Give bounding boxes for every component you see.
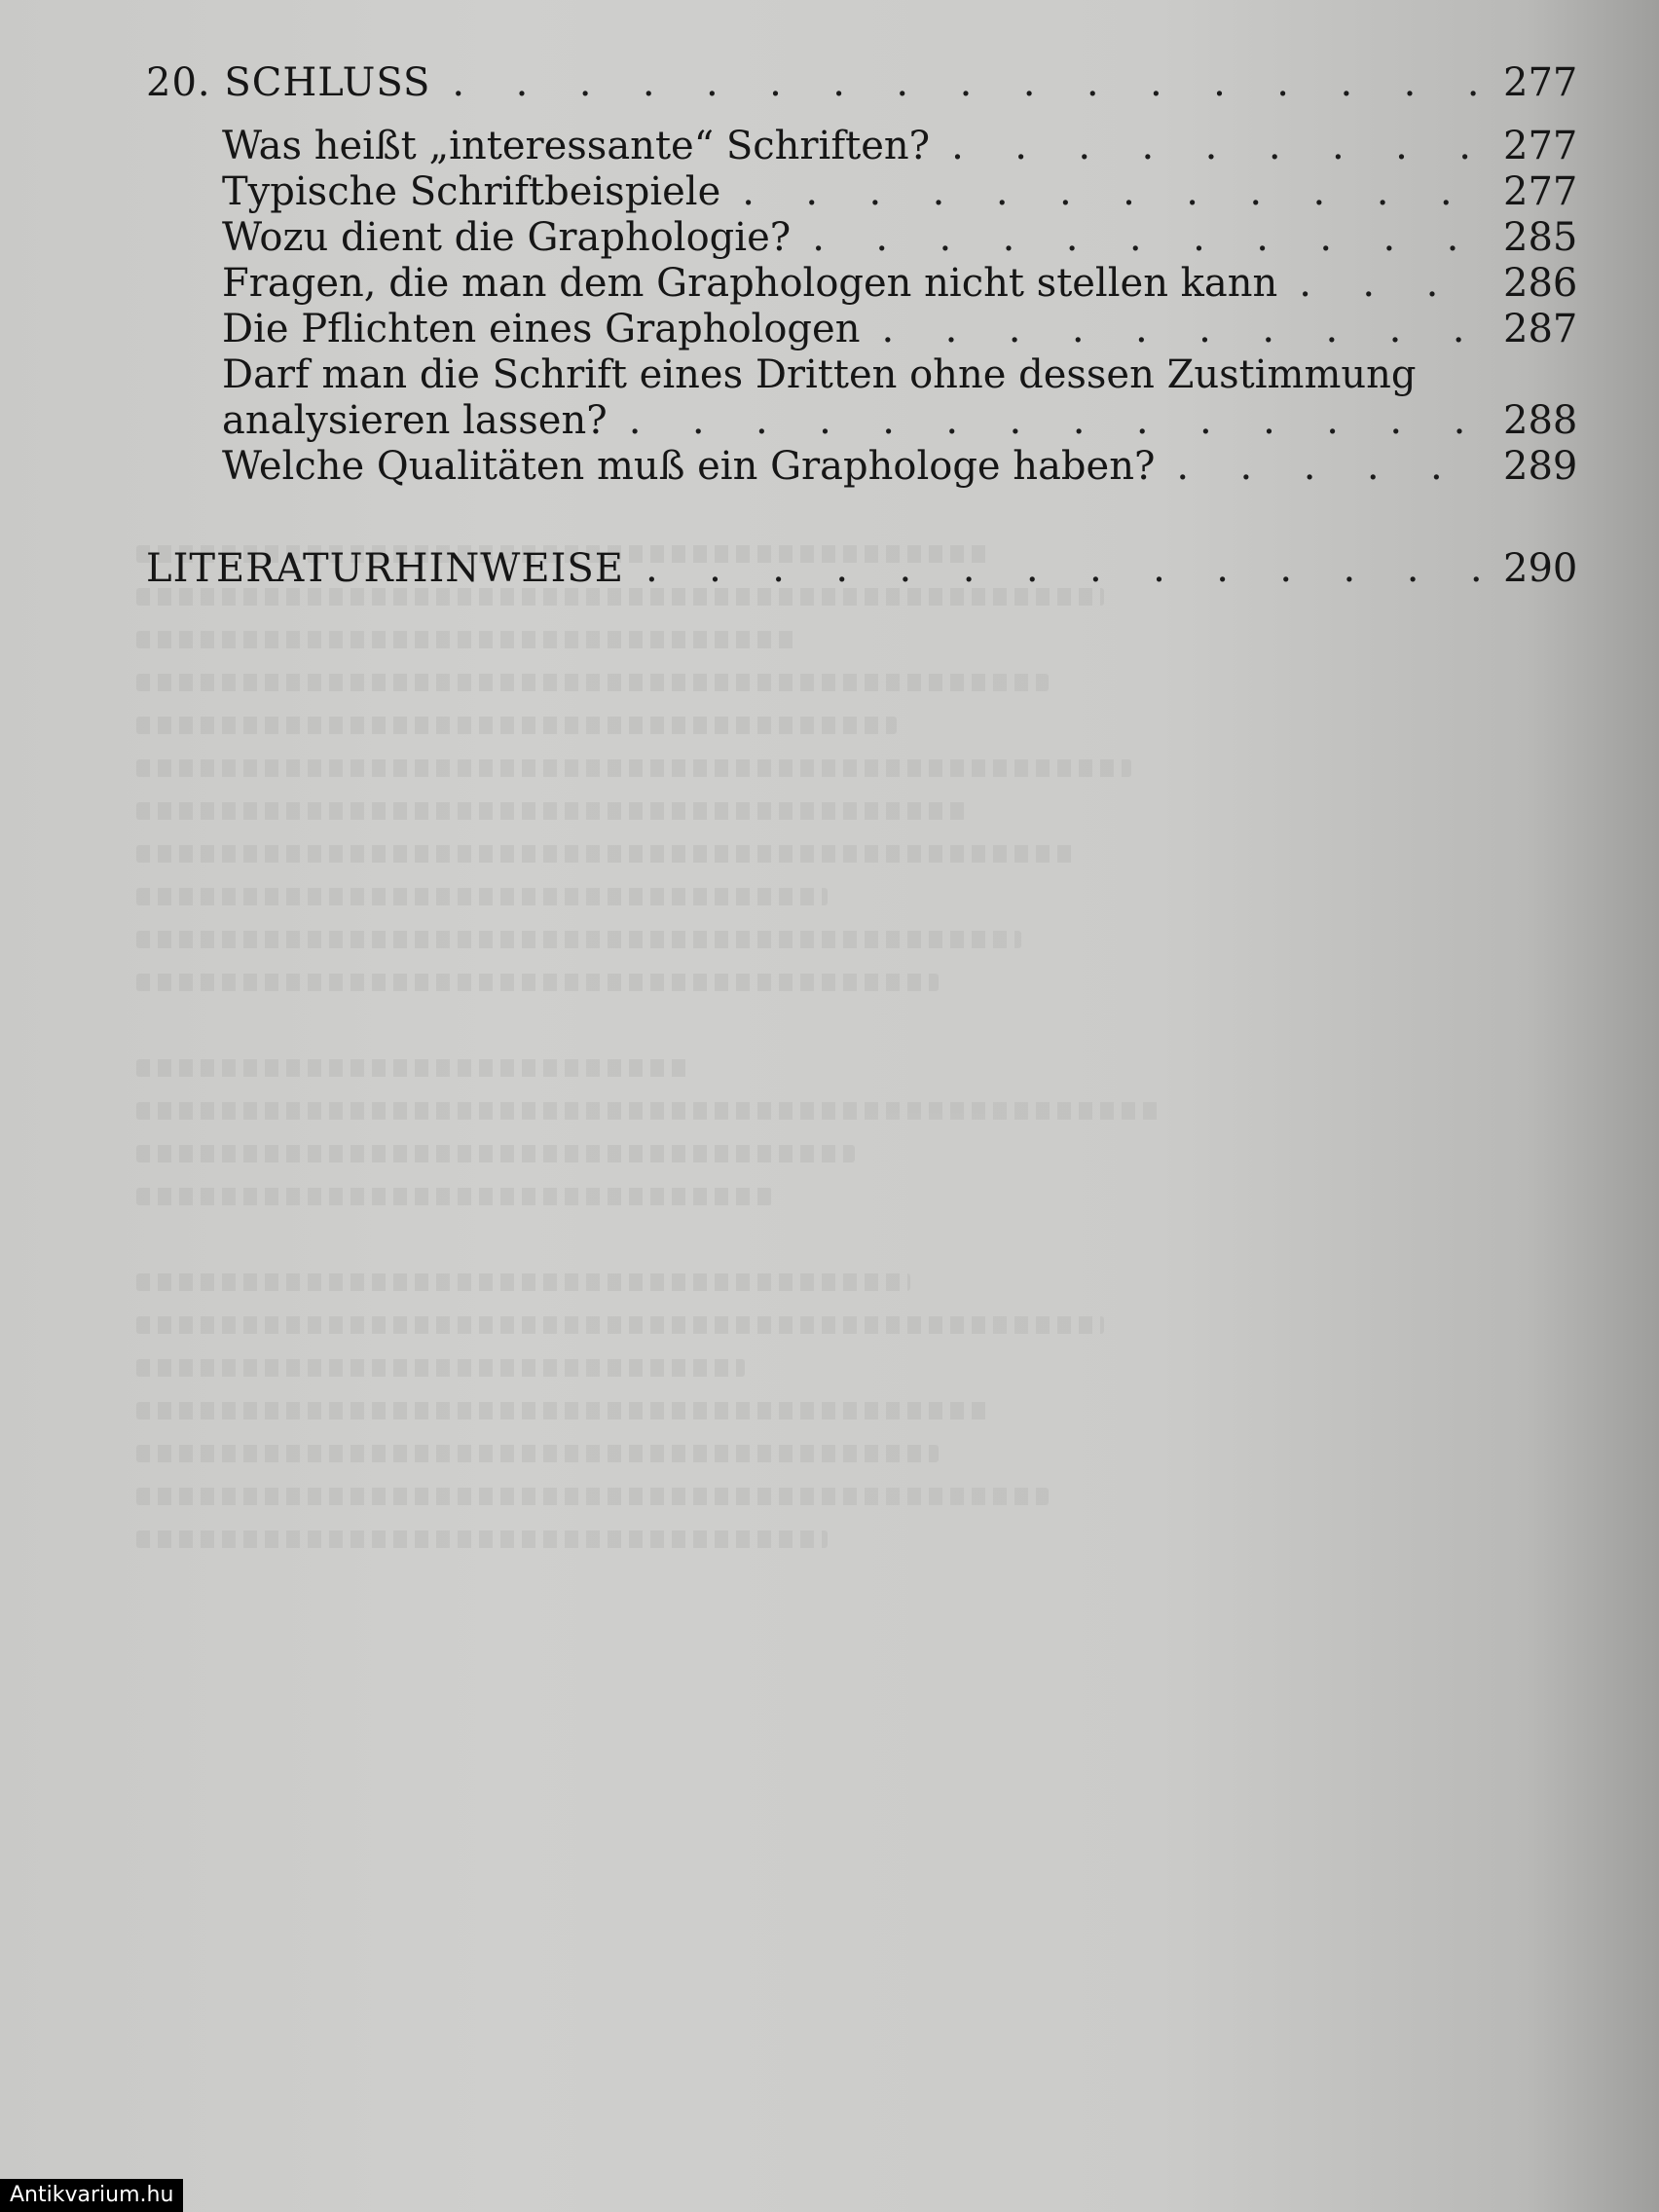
chapter-page-number: 277 <box>1503 60 1578 105</box>
toc-entry-title: Was heißt „interessante“ Schriften? <box>222 124 931 168</box>
toc-entry-page: 277 <box>1503 169 1578 214</box>
dot-leader <box>452 60 1490 106</box>
toc-entry <box>146 169 1578 215</box>
literatur-title: LITERATURHINWEISE <box>146 546 624 591</box>
dot-leader <box>951 124 1490 169</box>
chapter-title: SCHLUSS <box>224 60 431 105</box>
dot-leader <box>1176 444 1490 490</box>
dot-leader <box>1299 261 1490 307</box>
toc-entry-title-line-2: analysieren lassen? <box>222 398 608 443</box>
toc-entry <box>146 444 1578 490</box>
dot-leader <box>645 546 1490 592</box>
dot-leader <box>881 307 1490 352</box>
toc-chapter-20 <box>146 60 1578 106</box>
toc-entry-page: 286 <box>1503 261 1578 306</box>
dot-leader <box>812 215 1490 261</box>
toc-entry-page: 287 <box>1503 307 1578 351</box>
toc-entry-title: Wozu dient die Graphologie? <box>222 215 792 260</box>
toc-entry-page: 288 <box>1503 398 1578 443</box>
section-spacer <box>146 490 1567 546</box>
toc-entry-title-line-1: Darf man die Schrift eines Dritten ohne dessen Zustimmung <box>222 352 1417 397</box>
dot-leader <box>629 398 1490 444</box>
literatur-page-number: 290 <box>1503 546 1578 591</box>
toc-entry <box>146 215 1578 261</box>
toc-entry-title: Welche Qualitäten muß ein Graphologe haben? <box>222 444 1156 489</box>
dot-leader <box>742 169 1490 215</box>
toc-entry-title: Fragen, die man dem Graphologen nicht stellen kann <box>222 261 1278 306</box>
toc-entry <box>146 261 1578 307</box>
toc-literatur <box>146 546 1578 592</box>
toc-entry-page: 277 <box>1503 124 1578 168</box>
toc-entry-title: Typische Schriftbeispiele <box>222 169 721 214</box>
table-of-contents <box>146 60 1578 592</box>
toc-entry <box>146 307 1578 352</box>
show-through-text <box>136 545 1519 2152</box>
toc-entry <box>146 124 1578 169</box>
toc-entry-page: 285 <box>1503 215 1578 260</box>
toc-entry-continuation <box>222 398 1578 444</box>
chapter-label <box>146 60 430 106</box>
toc-entry-title: Die Pflichten eines Graphologen <box>222 307 861 351</box>
toc-entry-page: 289 <box>1503 444 1578 489</box>
watermark-label: Antikvarium.hu <box>0 2179 183 2212</box>
chapter-number: 20. <box>146 60 211 105</box>
toc-entry <box>146 352 1578 444</box>
